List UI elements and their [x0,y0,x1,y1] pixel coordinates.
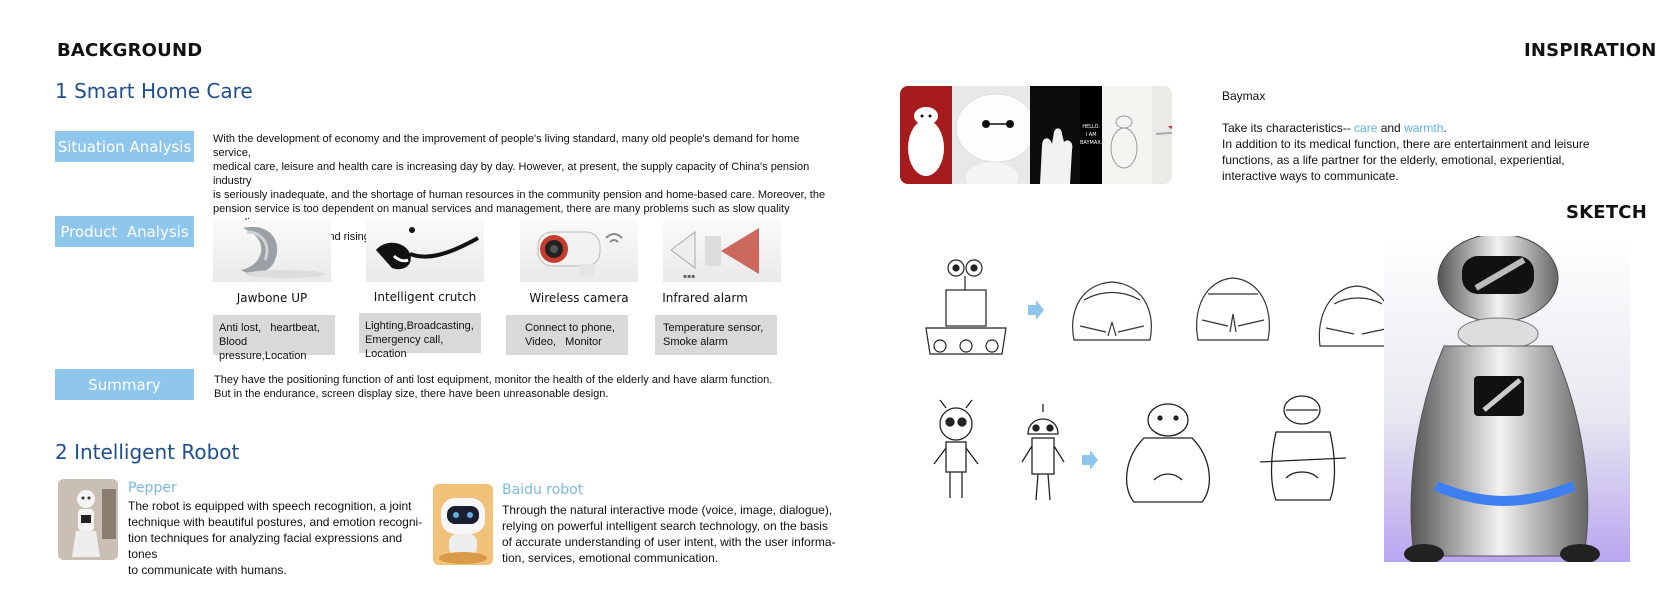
text-line: tion, services, emotional communication. [502,551,719,565]
text-line: functions, as a life partner for the elderly, emotional, experiential, [1222,153,1565,167]
take-characteristics-line [1222,120,1642,136]
text-line: and rising [322,231,370,243]
text-line: But in the endurance, screen display size, there have been unreasonable design. [214,388,609,400]
text-line: The robot is equipped with speech recognition, a joint [128,499,412,513]
robot-name-baidu: Baidu robot [502,482,584,498]
product-name-jawbone-up: Jawbone UP [236,291,308,305]
text-line: is seriously inadequate, and the shortage of human resources in the community pension and home-based care. Moreover, the [213,189,826,201]
situation-analysis-label: Situation Analysis [55,131,194,162]
background-heading: BACKGROUND [57,40,203,61]
feature-line: Lighting,Broadcasting, [365,320,474,332]
text-line: tion techniques for analyzing facial expressions and tones [128,531,403,561]
feature-line: Anti lost, heartbeat, [219,322,320,334]
sketch-arrow-1 [1028,300,1044,325]
baidu-robot-image [433,484,493,565]
section-title-intelligent-robot: 2 Intelligent Robot [55,440,240,464]
greeting-line: I AM BAYMAX. [1080,132,1103,146]
feature-line: Blood pressure,Location [219,336,307,362]
feature-line: Connect to phone, [525,322,615,334]
baymax-title: Baymax [1222,89,1266,103]
text-line: technique with beautiful postures, and emotion recogni- [128,515,423,529]
greeting-line: HELLO. [1082,124,1100,130]
text-line: pension service is too dependent on manual services and management, there are many problems such as slow quality [213,203,790,215]
baymax-red-panel [900,86,952,184]
intelligent-crutch-image [366,220,484,282]
text-line: of accurate understanding of user intent, with the user informa- [502,535,836,549]
product-features-intelligent-crutch [359,313,481,360]
product-features-jawbone-up [213,315,335,362]
care-word: care [1354,121,1378,135]
wireless-camera-image [520,220,638,282]
product-features-infrared-alarm [655,315,777,355]
jawbone-up-image [213,220,331,282]
text-line: With the development of economy and the improvement of people's living standard, many old people's demand for home service, [213,133,800,159]
sketch-heading: SKETCH [1566,202,1647,223]
product-features-wireless-camera [506,315,628,355]
warmth-word: warmth [1404,121,1444,135]
sketch-arrow-2 [1082,450,1098,475]
feature-line: Emergency call, Location [365,334,444,360]
section-title-smart-home-care: 1 Smart Home Care [55,79,253,103]
sketch-car-front-2 [1188,268,1278,358]
robot-render-image [1384,236,1630,562]
baymax-fist-panel [1152,86,1172,184]
feature-line: Video, Monitor [525,336,602,348]
inspiration-text [1222,120,1642,184]
sketch-car-front-1 [1062,270,1162,360]
text-line: relying on powerful intelligent search technology, on the basis [502,519,828,533]
robot-name-pepper: Pepper [128,480,177,496]
sketch-robot-4 [1246,388,1356,508]
product-name-intelligent-crutch: Intelligent crutch [373,290,477,304]
sketch-robot-2 [1014,400,1074,510]
text-line: In addition to its medical function, there are entertainment and leisure [1222,137,1590,151]
product-analysis-label-text: Product Analysis [60,222,189,241]
sketch-robot-3 [1114,398,1224,508]
text-line: medical care, leisure and health care is increasing day by day. However, at present, the supply capacity of China's pension industry [213,161,810,187]
take-prefix: Take its characteristics-- [1222,121,1355,135]
infrared-alarm-image [663,220,781,282]
sketch-walle [916,250,1016,370]
robot-desc-pepper [128,498,428,578]
baymax-sketch-panel [1102,86,1152,184]
product-name-wireless-camera: Wireless camera [529,291,629,305]
text-line: to communicate with humans. [128,563,287,577]
text-line: interactive ways to communicate. [1222,169,1399,183]
product-name-infrared-alarm: Infrared alarm [662,291,748,305]
feature-line: Temperature sensor, [663,322,764,334]
summary-label: Summary [55,369,194,400]
period: . [1443,121,1447,135]
baymax-greeting-panel [1080,86,1102,184]
pepper-robot-image [58,479,118,560]
baymax-face-panel [952,86,1030,184]
robot-desc-baidu [502,502,842,566]
text-line: Through the natural interactive mode (voice, image, dialogue), [502,503,833,517]
baymax-collage [900,86,1172,184]
svg-text:▪▪▪: ▪▪▪ [683,273,696,280]
and-word: and [1377,121,1405,135]
baymax-greeting-text [1080,123,1102,147]
feature-line: Smoke alarm [663,336,728,348]
summary-text [214,373,834,401]
inspiration-heading: INSPIRATION [1524,40,1657,61]
sketch-robot-1 [928,398,988,508]
text-line: They have the positioning function of anti lost equipment, monitor the health of the elderly and have alarm function. [214,374,773,386]
product-analysis-label [55,216,194,247]
baymax-hand-panel [1030,86,1080,184]
